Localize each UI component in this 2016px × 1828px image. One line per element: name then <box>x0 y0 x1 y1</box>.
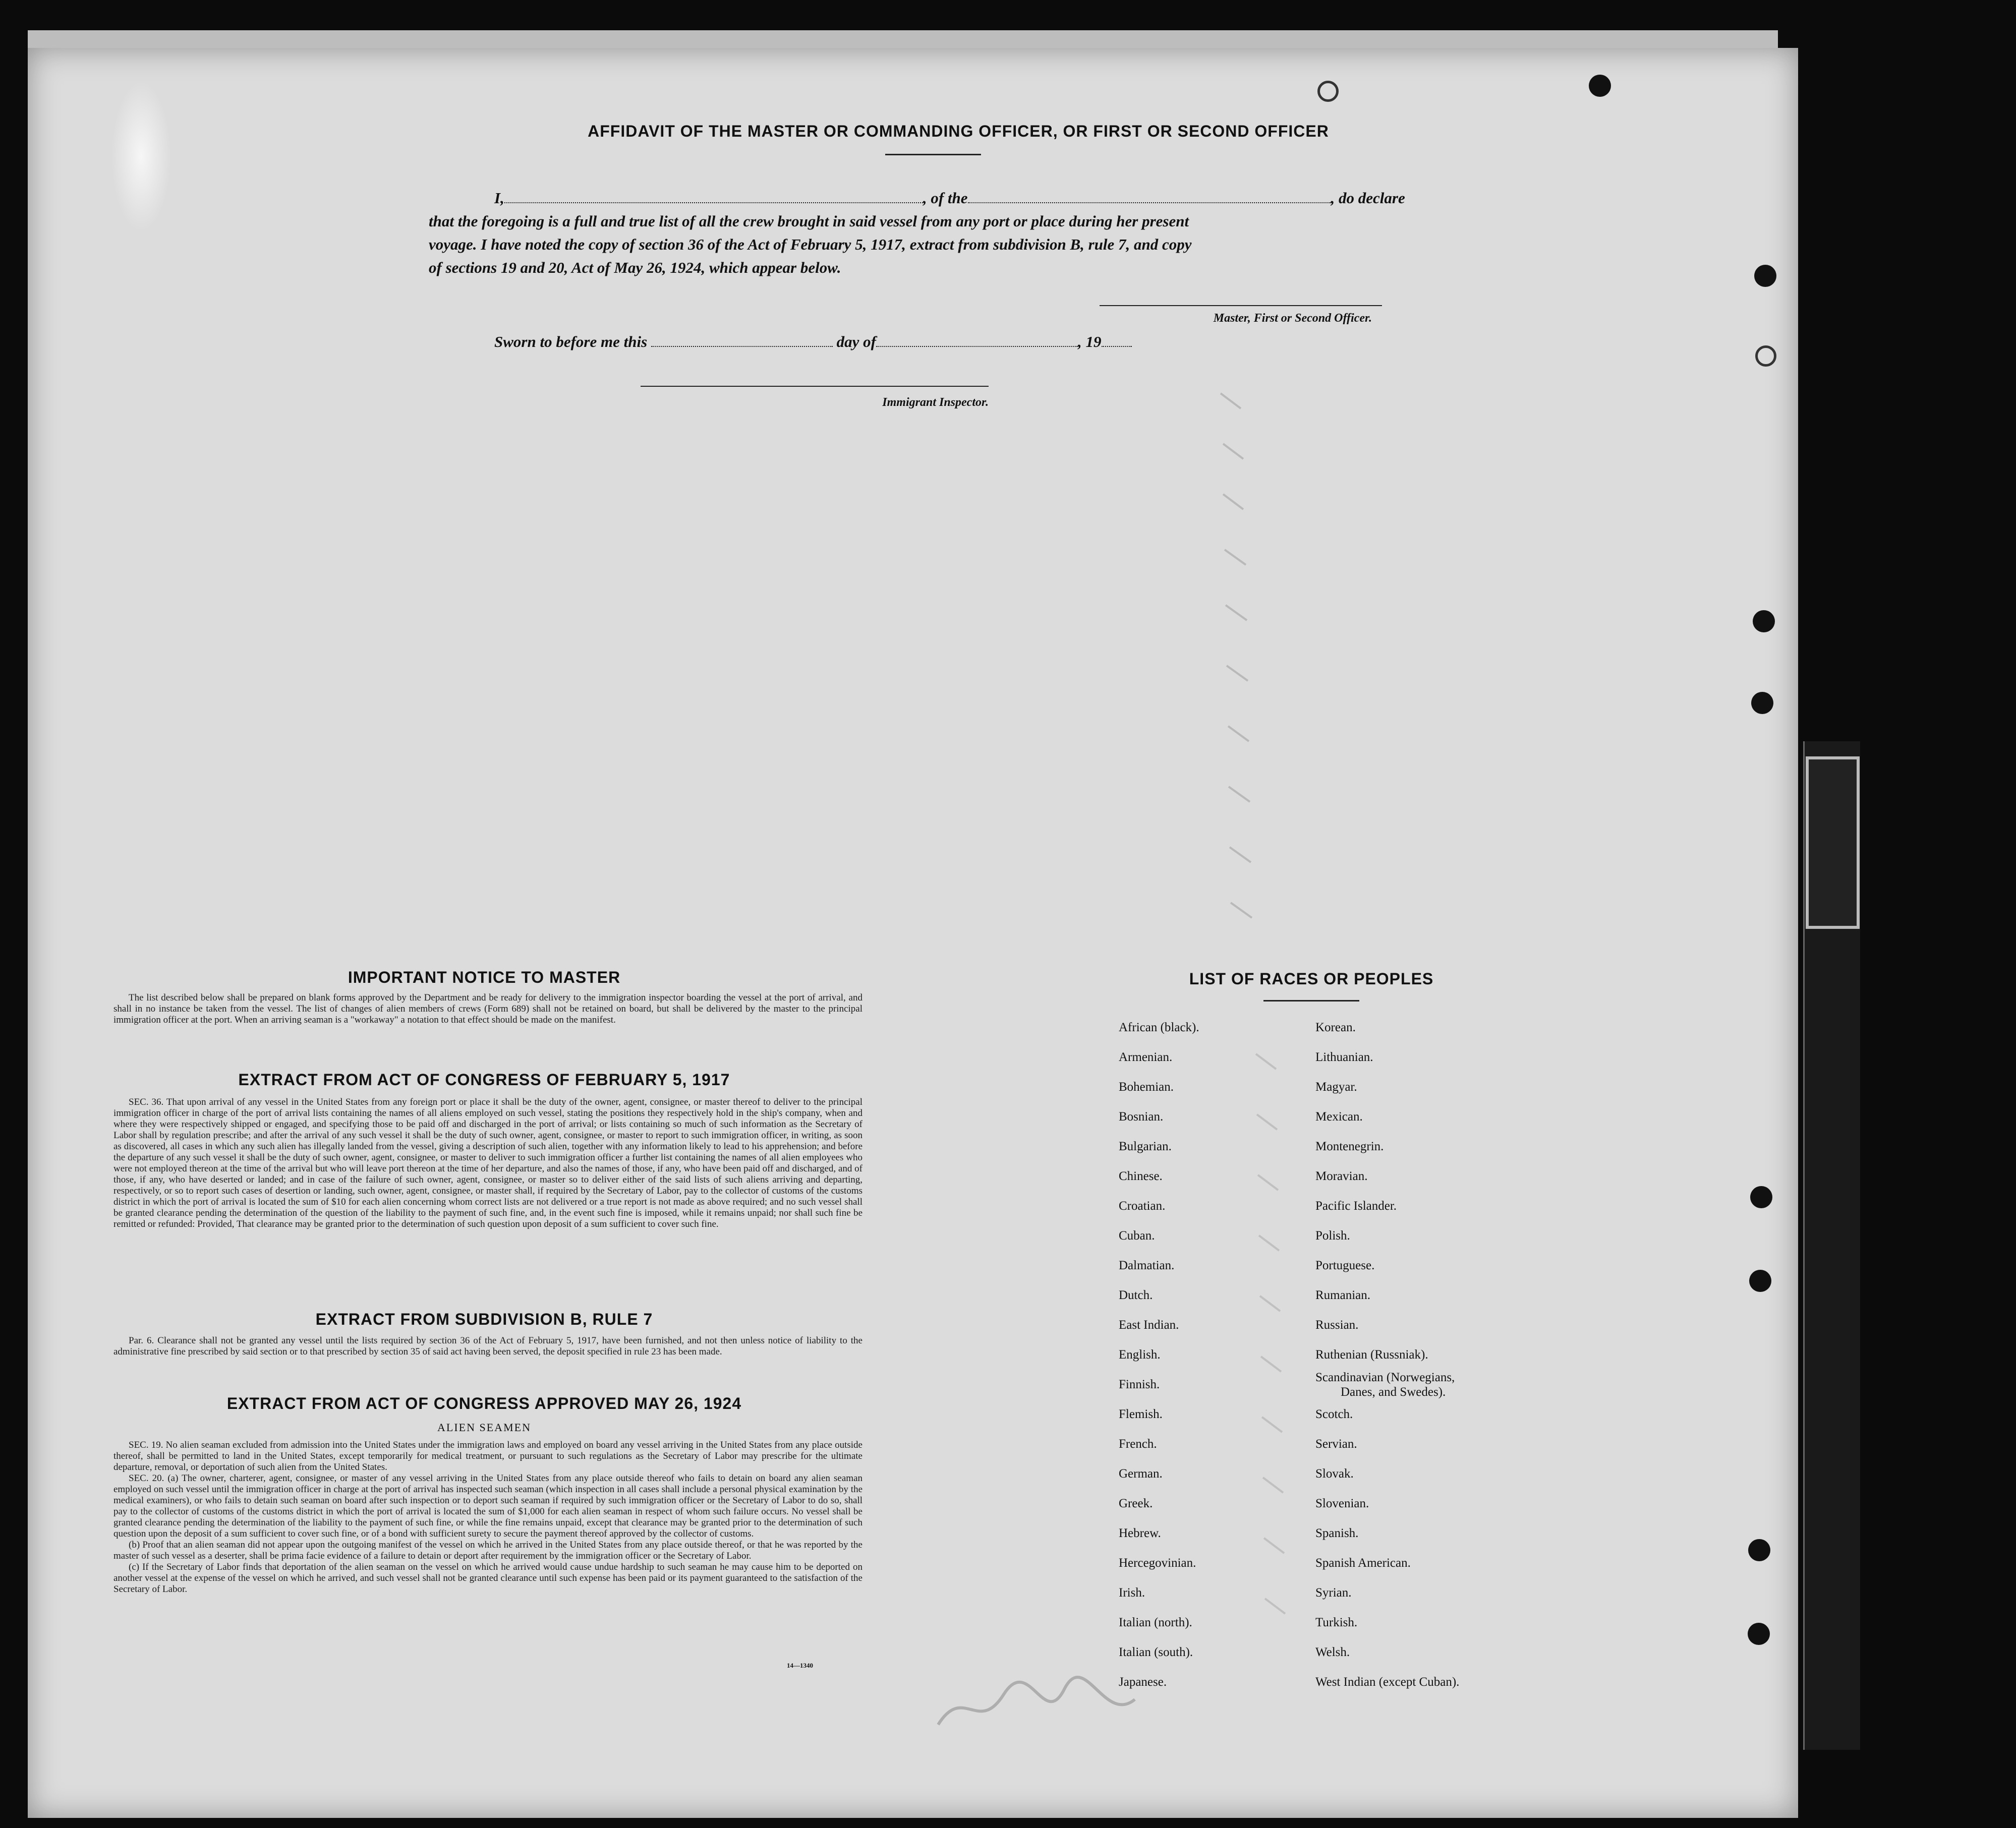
race-item: Flemish. <box>1119 1407 1163 1421</box>
race-item-scandinavian <box>1315 1370 1459 1399</box>
punch-hole <box>1755 345 1776 367</box>
notice-body <box>113 992 862 1026</box>
affidavit-line-2: that the foregoing is a full and true list of all the crew brought in said vessel from any port or place during her present <box>429 212 1189 230</box>
signature-label: Master, First or Second Officer. <box>1213 312 1372 325</box>
race-item: Italian (south). <box>1119 1645 1193 1659</box>
tick-marks-lower <box>1251 1049 1291 1654</box>
sworn-year: , 19 <box>1078 333 1102 350</box>
race-item: Syrian. <box>1315 1586 1352 1600</box>
race-item: Mexican. <box>1315 1110 1363 1124</box>
affidavit-text <box>429 187 1437 279</box>
race-item: Bosnian. <box>1119 1110 1164 1124</box>
race-item: Hebrew. <box>1119 1526 1161 1540</box>
alien-seamen-subtitle: ALIEN SEAMEN <box>437 1421 531 1434</box>
section-20c-paragraph: (c) If the Secretary of Labor finds that deportation of the alien seaman on the vessel on which he arrived would cause undue hardship to such seaman he may cause him to be deported on another vessel at the expense of the vessel on which he arrived, and such vessel shall not be granted clearance until such expense has been paid or its payment guaranteed to the satisfaction of the Secretary of Labor. <box>113 1562 862 1595</box>
punch-hole <box>1317 81 1339 102</box>
scandinavian-line-2: Danes, and Swedes). <box>1341 1385 1446 1399</box>
race-item: Polish. <box>1315 1229 1350 1243</box>
race-item: English. <box>1119 1348 1161 1362</box>
affidavit-line-3: voyage. I have noted the copy of section 36 of the Act of February 5, 1917, extract from subdivision B, rule 7, and copy <box>429 235 1192 253</box>
race-item: Armenian. <box>1119 1050 1173 1064</box>
affidavit-declare: , do declare <box>1331 189 1405 207</box>
sworn-year-blank <box>1102 346 1132 347</box>
race-item: Cuban. <box>1119 1229 1155 1243</box>
title-rule <box>885 154 981 155</box>
races-left-column <box>1119 1013 1199 1697</box>
race-item: Dalmatian. <box>1119 1259 1175 1272</box>
punch-hole <box>1753 610 1775 632</box>
affidavit-title: AFFIDAVIT OF THE MASTER OR COMMANDING OFFICER, OR FIRST OR SECOND OFFICER <box>588 122 1329 140</box>
par-6-paragraph: Par. 6. Clearance shall not be granted any vessel until the lists required by section 36 of the Act of February 5, 1917, have been furnished, and not then unless notice of liability to the administrative fine prescribed by said section or to that prescribed by section 35 of said act having been served, the deposit specified in rule 23 has been made. <box>113 1335 862 1357</box>
race-item: Ruthenian (Russniak). <box>1315 1348 1428 1362</box>
race-item: African (black). <box>1119 1021 1199 1034</box>
side-tab <box>1806 756 1860 929</box>
race-item: Finnish. <box>1119 1378 1160 1391</box>
pencil-scribble <box>933 1664 1145 1745</box>
race-item: Slovenian. <box>1315 1497 1369 1510</box>
inspector-signature-line <box>641 386 989 387</box>
section-36-paragraph: SEC. 36. That upon arrival of any vessel in the United States from any foreign port or place it shall be the duty of the owner, agent, consignee, or master thereof to deliver to the principal immigration officer in charge of the port of arrival lists containing the names of all aliens employed on such vessel, stating the positions they respectively hold in the ship's company, when and where they were respectively shipped or engaged, and specifying those to be paid off and discharged in the port of arrival; or lists containing so much of such information as the Secretary of Labor shall by regulation prescribe; and after the arrival of any such vessel it shall be the duty of such owner, agent, consignee, or master to report to such immigration officer, in writing, as soon as discovered, all cases in which any such alien has illegally landed from the vessel, giving a description of such alien, together with any information likely to lead to his apprehension; and before the departure of any such vessel it shall be the duty of such owner, agent, consignee, or master to deliver to such immigration officer a further list containing the names of all alien employees who were not employed thereon at the time of the arrival but who will leave port thereon at the time of her departure, and also the names of those, if any, who have been paid off and discharged, and of those, if any, who have deserted or landed; and in case of the failure of such owner, agent, consignee, or master so to deliver either of the said lists of such aliens arriving and departing, respectively, or so to report such cases of desertion or landing, such owner, agent, consignee, or master shall, if required by the Secretary of Labor, pay to the collector of customs of the customs district in which the port of arrival is located the sum of $10 for each alien concerning whom correct lists are not delivered or a true report is not made as above required; and no such vessel shall be granted clearance pending the determination of the question of the liability to the payment of such fine, and, in the event such fine is imposed, while it remains unpaid; nor shall such fine be remitted or refunded: Provided, That clearance may be granted prior to the determination of such question upon deposit of a sum sufficient to cover such fine. <box>113 1097 862 1229</box>
section-20b-paragraph: (b) Proof that an alien seaman did not appear upon the outgoing manifest of the vessel on which he arrived in the United States from any place outside thereof, or that he was reported by the master of such vessel as a deserter, shall be prima facie evidence of a failure to detain or deport after requirement by the immigration officer or the Secretary of Labor. <box>113 1540 862 1561</box>
punch-hole <box>1589 75 1611 97</box>
race-item: Dutch. <box>1119 1288 1153 1302</box>
race-item: West Indian (except Cuban). <box>1315 1675 1460 1689</box>
races-title: LIST OF RACES OR PEOPLES <box>1189 970 1434 988</box>
race-item: Greek. <box>1119 1497 1153 1510</box>
sworn-day-blank <box>651 346 833 347</box>
punch-hole <box>1754 265 1776 287</box>
sworn-day-of: day of <box>836 333 876 350</box>
race-item: Bulgarian. <box>1119 1140 1172 1153</box>
race-item: German. <box>1119 1467 1163 1481</box>
extract-rule7-title: EXTRACT FROM SUBDIVISION B, RULE 7 <box>315 1310 653 1328</box>
race-item: Italian (north). <box>1119 1616 1192 1629</box>
races-title-rule <box>1263 1000 1359 1001</box>
affidavit-of-the: , of the <box>923 189 968 207</box>
race-item: Spanish. <box>1315 1526 1359 1540</box>
form-number: 14—1340 <box>787 1662 813 1669</box>
race-item: Croatian. <box>1119 1199 1166 1213</box>
vessel-blank <box>968 202 1331 203</box>
sworn-text: Sworn to before me this <box>494 333 648 350</box>
extract-1924-body <box>113 1440 862 1595</box>
race-item: Montenegrin. <box>1315 1140 1384 1153</box>
signature-line <box>1100 305 1382 306</box>
scandinavian-line-1: Scandinavian (Norwegians, <box>1315 1371 1455 1384</box>
paper-stain <box>111 81 171 232</box>
punch-hole <box>1751 692 1773 714</box>
affidavit-line-4: of sections 19 and 20, Act of May 26, 1924, which appear below. <box>429 259 841 276</box>
section-19-paragraph: SEC. 19. No alien seaman excluded from admission into the United States under the immigration laws and employed on board any vessel arriving in the United States from any place outside thereof, shall be permitted to land in the United States, except temporarily for medical treatment, or pursuant to such regulations as the Secretary of Labor may prescribe for the ultimate departure, removal, or deportation of such alien from the United States. <box>113 1440 862 1472</box>
race-item: French. <box>1119 1437 1157 1451</box>
race-item: Bohemian. <box>1119 1080 1174 1094</box>
race-item: East Indian. <box>1119 1318 1179 1332</box>
extract-1924-title: EXTRACT FROM ACT OF CONGRESS APPROVED MAY 26, 1924 <box>226 1394 742 1412</box>
page-edge <box>28 30 1778 50</box>
race-item: Irish. <box>1119 1586 1145 1600</box>
race-item: Rumanian. <box>1315 1288 1371 1302</box>
notice-title: IMPORTANT NOTICE TO MASTER <box>348 968 621 986</box>
race-item: Magyar. <box>1315 1080 1357 1094</box>
punch-hole <box>1749 1270 1771 1292</box>
punch-hole <box>1748 1539 1770 1561</box>
race-item: Spanish American. <box>1315 1556 1411 1570</box>
race-item: Lithuanian. <box>1315 1050 1373 1064</box>
race-item: Japanese. <box>1119 1675 1167 1689</box>
extract-rule7-body <box>113 1335 862 1358</box>
extract-1917-title: EXTRACT FROM ACT OF CONGRESS OF FEBRUARY 5, 1917 <box>238 1071 730 1089</box>
race-item: Hercegovinian. <box>1119 1556 1196 1570</box>
race-item: Korean. <box>1315 1021 1356 1034</box>
sworn-month-blank <box>876 346 1078 347</box>
race-item: Slovak. <box>1315 1467 1354 1481</box>
affidavit-i: I, <box>494 189 504 207</box>
race-item: Russian. <box>1315 1318 1359 1332</box>
punch-hole <box>1750 1186 1772 1208</box>
race-item: Welsh. <box>1315 1645 1350 1659</box>
punch-hole <box>1748 1623 1770 1645</box>
inspector-label: Immigrant Inspector. <box>882 396 989 409</box>
name-blank <box>504 202 923 203</box>
races-right-column <box>1315 1013 1459 1697</box>
race-item: Portuguese. <box>1315 1259 1375 1272</box>
race-item: Scotch. <box>1315 1407 1353 1421</box>
extract-1917-body <box>113 1097 862 1230</box>
section-20a-paragraph: SEC. 20. (a) The owner, charterer, agent, consignee, or master of any vessel arriving in the United States from any place outside thereof who fails to detain on board any alien seaman employed on such vessel until the immigration officer in charge at the port of arrival has inspected such seaman (which inspection in all cases shall include a personal physical examination by the medical examiners), or who fails to detain such seaman on board after such inspection or to deport such seaman if required by such immigration officer or the Secretary of Labor to do so, shall pay to the collector of customs of the customs district in which the port of arrival is located the sum of $1,000 for each alien seaman in respect of whom such failure occurs. No vessel shall be granted clearance pending the determination of the liability to the payment of such fine, or while the fine remains unpaid, except that clearance may be granted prior to the determination of such question upon the deposit of a sum sufficient to cover such fine, or of a bond with sufficient surety to secure the payment thereof approved by the collector of customs. <box>113 1473 862 1539</box>
race-item: Pacific Islander. <box>1315 1199 1397 1213</box>
race-item: Servian. <box>1315 1437 1357 1451</box>
tick-marks <box>1211 383 1271 938</box>
notice-paragraph: The list described below shall be prepared on blank forms approved by the Department and be ready for delivery to the immigration inspector boarding the vessel at the port of arrival, and shall in no instance be taken from the vessel. The list of changes of alien members of crews (Form 689) shall not be retained on board, but shall be delivered by the master to the principal immigration officer at the port. When an arriving seaman is a "workaway" a notation to that effect should be made on the manifest. <box>113 992 862 1025</box>
race-item: Moravian. <box>1315 1169 1368 1183</box>
race-item: Chinese. <box>1119 1169 1163 1183</box>
race-item: Turkish. <box>1315 1616 1358 1629</box>
sworn-statement <box>494 333 1132 351</box>
